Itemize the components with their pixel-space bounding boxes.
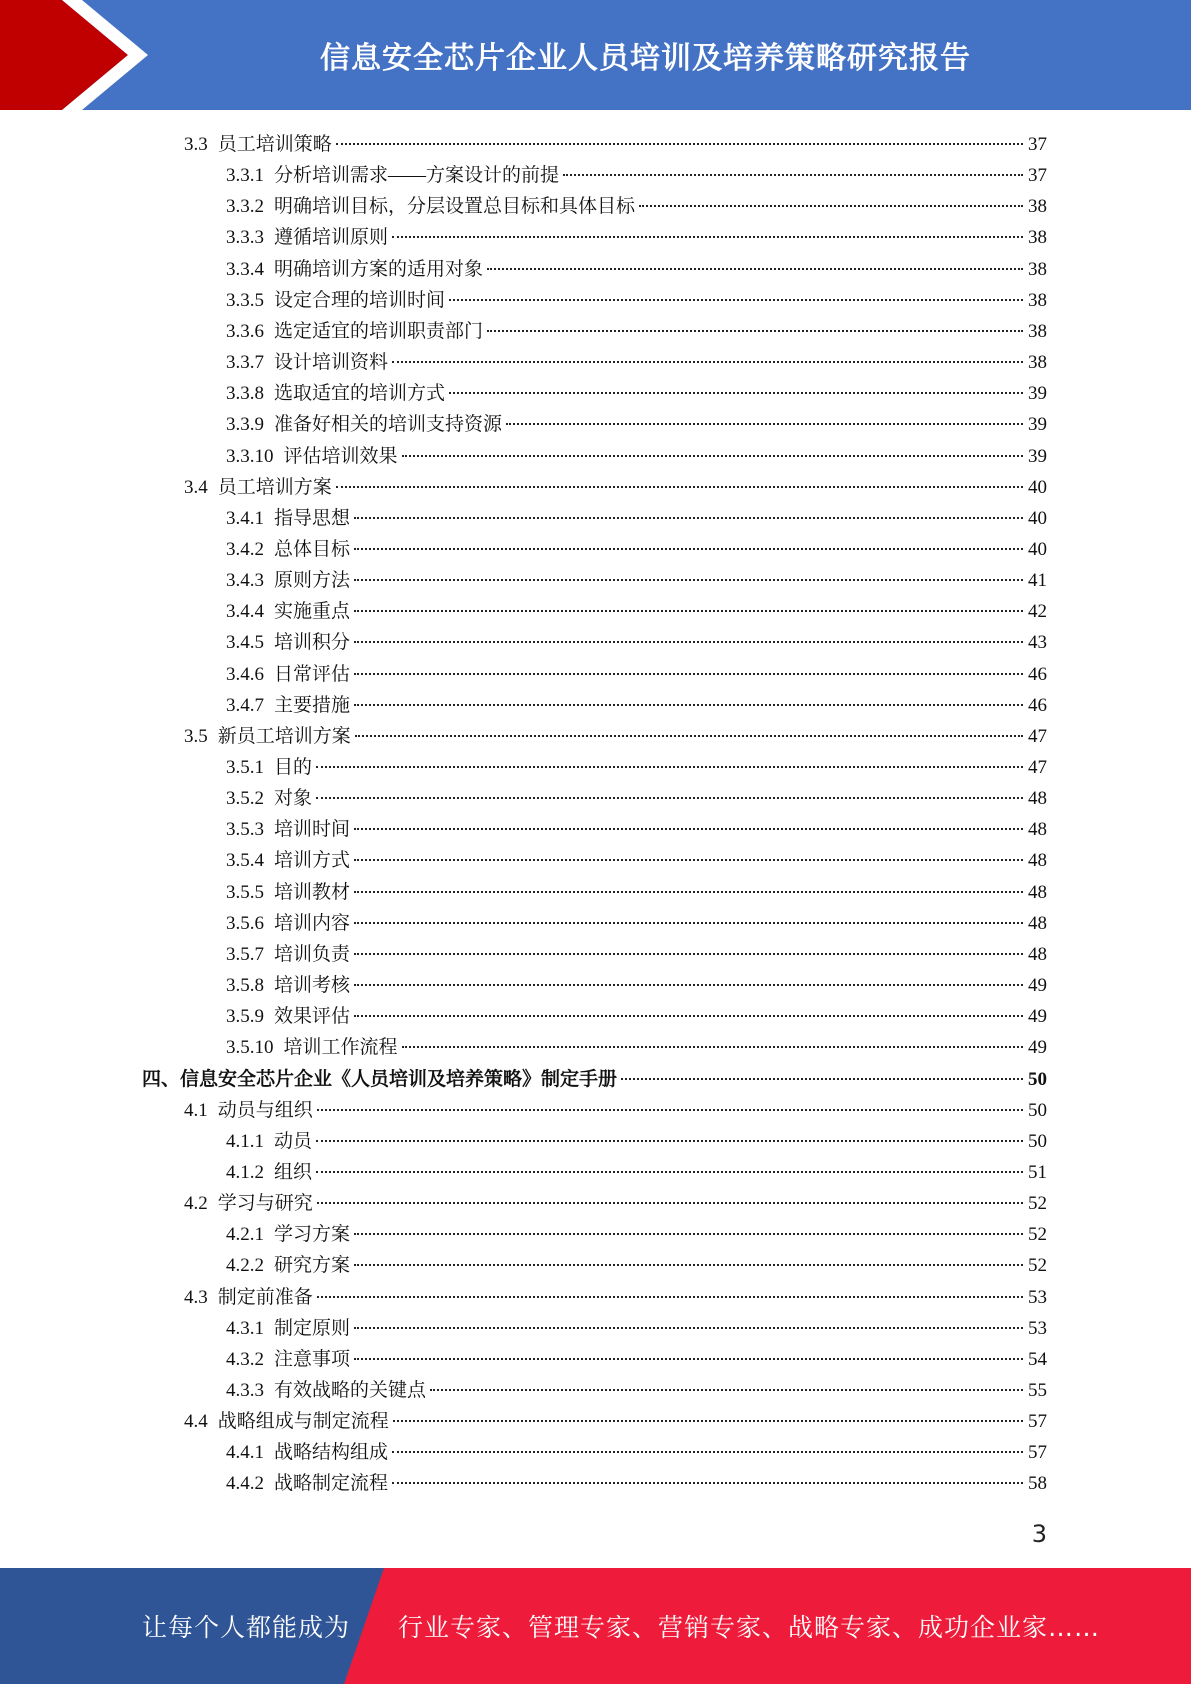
- toc-entry-title: 制定原则: [274, 1317, 351, 1339]
- toc-entry[interactable]: [226, 939, 1047, 970]
- toc-entry-number: 3.4: [184, 476, 208, 498]
- toc-entry-title: 实施重点: [274, 601, 351, 623]
- toc-entry-title: 研究方案: [274, 1255, 351, 1277]
- toc-entry-number: 3.3.2: [226, 196, 264, 218]
- toc-entry-title: 制定前准备: [217, 1286, 313, 1308]
- report-title: 信息安全芯片企业人员培训及培养策略研究报告: [320, 41, 971, 76]
- toc-entry-title: 动员: [274, 1130, 313, 1152]
- toc-dot-leader: [354, 673, 1023, 675]
- toc-dot-leader: [354, 1358, 1023, 1360]
- toc-dot-leader: [355, 735, 1023, 737]
- toc-entry[interactable]: [184, 1188, 1047, 1219]
- toc-entry[interactable]: [226, 565, 1047, 596]
- toc-entry-number: 4.4.1: [226, 1442, 264, 1464]
- toc-entry[interactable]: [226, 783, 1047, 814]
- toc-entry-page: 57: [1028, 1442, 1047, 1464]
- toc-dot-leader: [354, 610, 1023, 612]
- toc-entry-page: 51: [1028, 1161, 1047, 1183]
- toc-dot-leader: [487, 330, 1023, 332]
- toc-dot-leader: [402, 455, 1023, 457]
- toc-entry-page: 50: [1028, 1068, 1047, 1090]
- toc-entry-number: 3.5: [184, 725, 208, 747]
- toc-dot-leader: [316, 766, 1023, 768]
- toc-entry-page: 48: [1028, 819, 1047, 841]
- toc-dot-leader: [392, 361, 1023, 363]
- toc-dot-leader: [449, 299, 1023, 301]
- toc-entry-page: 40: [1028, 538, 1047, 560]
- toc-entry-title: 对象: [274, 788, 313, 810]
- toc-entry-page: 52: [1028, 1193, 1047, 1215]
- toc-entry-page: 49: [1028, 1037, 1047, 1059]
- toc-entry[interactable]: [226, 596, 1047, 627]
- toc-entry[interactable]: [184, 1282, 1047, 1313]
- toc-entry-page: 47: [1028, 725, 1047, 747]
- toc-dot-leader: [336, 486, 1023, 488]
- toc-entry-number: 3.4.2: [226, 538, 264, 560]
- toc-dot-leader: [354, 984, 1023, 986]
- toc-entry[interactable]: [226, 1375, 1047, 1406]
- toc-entry-number: 3.5.8: [226, 975, 264, 997]
- toc-dot-leader: [354, 579, 1023, 581]
- toc-entry-page: 53: [1028, 1317, 1047, 1339]
- toc-entry[interactable]: [184, 1406, 1047, 1437]
- toc-entry-number: 3.5.9: [226, 1006, 264, 1028]
- toc-entry-page: 46: [1028, 663, 1047, 685]
- toc-entry[interactable]: [226, 1157, 1047, 1188]
- toc-entry-page: 38: [1028, 258, 1047, 280]
- toc-entry-title: 选定适宜的培训职责部门: [274, 320, 484, 342]
- toc-entry[interactable]: [226, 378, 1047, 409]
- footer-slogan-left: 让每个人都能成为: [142, 1613, 351, 1642]
- toc-entry-page: 49: [1028, 1006, 1047, 1028]
- toc-entry-number: 3.3.6: [226, 320, 264, 342]
- toc-dot-leader: [316, 1140, 1023, 1142]
- footer-slogan-right: 行业专家、管理专家、营销专家、战略专家、成功企业家……: [398, 1613, 1101, 1642]
- toc-entry[interactable]: [226, 627, 1047, 658]
- toc-entry-number: 3.5.3: [226, 819, 264, 841]
- toc-entry[interactable]: [226, 1001, 1047, 1032]
- toc-entry[interactable]: [226, 752, 1047, 783]
- toc-dot-leader: [354, 953, 1023, 955]
- toc-dot-leader: [354, 548, 1023, 550]
- toc-entry[interactable]: [184, 721, 1047, 752]
- toc-entry-page: 42: [1028, 601, 1047, 623]
- toc-entry-number: 4.4.2: [226, 1473, 264, 1495]
- toc-entry-number: 4.3: [184, 1286, 208, 1308]
- toc-entry-title: 培训方式: [274, 850, 351, 872]
- toc-dot-leader: [354, 641, 1023, 643]
- toc-entry-number: 3.4.1: [226, 507, 264, 529]
- toc-entry-number: 4.3.2: [226, 1348, 264, 1370]
- toc-dot-leader: [430, 1389, 1023, 1391]
- toc-entry[interactable]: [226, 347, 1047, 378]
- toc-entry[interactable]: [184, 129, 1047, 160]
- toc-entry-number: 3.3.7: [226, 352, 264, 374]
- toc-entry[interactable]: [226, 409, 1047, 440]
- toc-entry-page: 48: [1028, 850, 1047, 872]
- toc-entry-title: 选取适宜的培训方式: [274, 383, 446, 405]
- toc-dot-leader: [354, 1233, 1023, 1235]
- toc-dot-leader: [402, 1046, 1023, 1048]
- toc-entry-title: 员工培训策略: [217, 134, 332, 155]
- toc-entry-title: 指导思想: [274, 507, 351, 529]
- toc-dot-leader: [316, 1171, 1023, 1173]
- toc-entry-number: 4.2.1: [226, 1224, 264, 1246]
- toc-dot-leader: [354, 859, 1023, 861]
- toc-entry[interactable]: [226, 534, 1047, 565]
- toc-entry[interactable]: [226, 877, 1047, 908]
- toc-entry-title: 效果评估: [274, 1006, 351, 1028]
- toc-entry[interactable]: [226, 845, 1047, 876]
- toc-entry-title: 明确培训方案的适用对象: [274, 258, 484, 280]
- toc-entry-number: 3.5.2: [226, 788, 264, 810]
- toc-entry-page: 40: [1028, 507, 1047, 529]
- toc-entry-number: 4.1.2: [226, 1161, 264, 1183]
- toc-entry-number: 3.4.6: [226, 663, 264, 685]
- toc-entry[interactable]: [184, 1095, 1047, 1126]
- toc-entry-title: 设定合理的培训时间: [274, 289, 446, 311]
- toc-entry[interactable]: [226, 814, 1047, 845]
- toc-entry-page: 50: [1028, 1130, 1047, 1152]
- toc-entry-number: 3.3: [184, 134, 208, 155]
- toc-entry-title: 学习方案: [274, 1224, 351, 1246]
- toc-entry-page: 57: [1028, 1411, 1047, 1433]
- toc-entry-title: 设计培训资料: [274, 352, 389, 374]
- toc-dot-leader: [317, 1109, 1023, 1111]
- toc-entry-number: 4.3.3: [226, 1380, 264, 1401]
- toc-entry-page: 37: [1028, 134, 1047, 155]
- toc-entry[interactable]: [226, 1032, 1047, 1063]
- toc-entry-title: 评估培训效果: [283, 445, 398, 467]
- toc-entry-title: 总体目标: [274, 538, 351, 560]
- toc-dot-leader: [621, 1078, 1023, 1080]
- toc-entry-title: 原则方法: [274, 570, 351, 592]
- toc-entry-number: 3.4.3: [226, 570, 264, 592]
- toc-entry-page: 52: [1028, 1255, 1047, 1277]
- toc-entry-number: 3.3.9: [226, 414, 264, 436]
- toc-entry[interactable]: [226, 659, 1047, 690]
- toc-entry-title: 目的: [274, 757, 313, 778]
- toc-entry-number: 3.5.1: [226, 757, 264, 778]
- toc-dot-leader: [317, 1296, 1023, 1298]
- toc-entry-page: 47: [1028, 757, 1047, 778]
- toc-entry[interactable]: [226, 1437, 1047, 1468]
- toc-entry-number: 3.3.10: [226, 445, 274, 467]
- toc-entry-number: 3.4.5: [226, 632, 264, 654]
- toc-entry-page: 52: [1028, 1224, 1047, 1246]
- toc-dot-leader: [354, 1327, 1023, 1329]
- toc-dot-leader: [354, 517, 1023, 519]
- toc-dot-leader: [393, 1420, 1023, 1422]
- toc-dot-leader: [392, 1482, 1023, 1484]
- toc-dot-leader: [487, 268, 1023, 270]
- toc-entry-title: 日常评估: [274, 663, 351, 685]
- toc-entry-page: 48: [1028, 788, 1047, 810]
- toc-dot-leader: [563, 174, 1023, 176]
- toc-entry-title: 战略结构组成: [274, 1442, 389, 1464]
- toc-entry-title: 分析培训需求——方案设计的前提: [274, 165, 560, 187]
- toc-entry-number: 4.4: [184, 1411, 208, 1433]
- toc-dot-leader: [316, 797, 1023, 799]
- toc-entry-page: 54: [1028, 1348, 1047, 1370]
- toc-entry-page: 40: [1028, 476, 1047, 498]
- toc-entry-page: 38: [1028, 227, 1047, 249]
- toc-dot-leader: [354, 922, 1023, 924]
- toc-entry[interactable]: [226, 1313, 1047, 1344]
- toc-entry-number: 3.5.10: [226, 1037, 274, 1059]
- toc-entry-title: 培训工作流程: [283, 1037, 398, 1059]
- toc-entry-page: 55: [1028, 1380, 1047, 1401]
- toc-dot-leader: [354, 1264, 1023, 1266]
- toc-entry-page: 58: [1028, 1473, 1047, 1495]
- page-header: [0, 0, 1191, 110]
- toc-dot-leader: [354, 828, 1023, 830]
- toc-entry-number: 3.3.5: [226, 289, 264, 311]
- toc-entry[interactable]: [226, 1126, 1047, 1157]
- toc-entry-title: 学习与研究: [217, 1193, 313, 1215]
- toc-entry[interactable]: [142, 1064, 1047, 1095]
- toc-entry[interactable]: [226, 316, 1047, 347]
- toc-entry-page: 38: [1028, 196, 1047, 218]
- toc-entry-number: 3.5.5: [226, 881, 264, 903]
- toc-entry-page: 39: [1028, 383, 1047, 405]
- toc-entry-number: 3.4.4: [226, 601, 264, 623]
- toc-entry-title: 培训积分: [274, 632, 351, 654]
- toc-entry[interactable]: [226, 1219, 1047, 1250]
- toc-entry-number: 3.4.7: [226, 694, 264, 716]
- toc-entry[interactable]: [226, 908, 1047, 939]
- toc-entry-title: 员工培训方案: [217, 476, 332, 498]
- toc-entry[interactable]: [226, 160, 1047, 191]
- toc-entry-page: 41: [1028, 570, 1047, 592]
- toc-entry-title: 培训负责: [274, 943, 351, 965]
- toc-entry-number: 3.3.4: [226, 258, 264, 280]
- toc-dot-leader: [392, 1451, 1023, 1453]
- toc-dot-leader: [336, 143, 1023, 145]
- toc-entry-number: 4.1.1: [226, 1130, 264, 1152]
- toc-entry-number: 4.2: [184, 1193, 208, 1215]
- toc-entry[interactable]: [226, 191, 1047, 222]
- toc-entry-number: 3.5.4: [226, 850, 264, 872]
- toc-entry-page: 43: [1028, 632, 1047, 654]
- toc-entry-page: 48: [1028, 943, 1047, 965]
- toc-entry-title: 主要措施: [274, 694, 351, 716]
- toc-entry-number: 3.3.3: [226, 227, 264, 249]
- toc-entry[interactable]: [226, 254, 1047, 285]
- toc-entry-page: 48: [1028, 912, 1047, 934]
- toc-entry-page: 39: [1028, 445, 1047, 467]
- toc-entry-title: 四、信息安全芯片企业《人员培训及培养策略》制定手册: [142, 1068, 618, 1090]
- toc-entry-title: 准备好相关的培训支持资源: [274, 414, 503, 436]
- toc-dot-leader: [449, 392, 1023, 394]
- toc-entry-title: 培训考核: [274, 975, 351, 997]
- toc-entry-number: 3.3.1: [226, 165, 264, 187]
- toc-entry[interactable]: [226, 503, 1047, 534]
- toc-entry[interactable]: [226, 1250, 1047, 1281]
- toc-entry-number: 4.1: [184, 1099, 208, 1121]
- toc-entry[interactable]: [226, 690, 1047, 721]
- toc-entry-title: 遵循培训原则: [274, 227, 389, 249]
- toc-entry[interactable]: [226, 970, 1047, 1001]
- toc-entry[interactable]: [226, 1468, 1047, 1499]
- toc-entry[interactable]: [184, 472, 1047, 503]
- toc-entry-page: 49: [1028, 975, 1047, 997]
- toc-entry-title: 组织: [274, 1161, 313, 1183]
- toc-entry-title: 注意事项: [274, 1348, 351, 1370]
- toc-entry-page: 38: [1028, 352, 1047, 374]
- toc-entry-title: 培训内容: [274, 912, 351, 934]
- toc-entry-page: 50: [1028, 1099, 1047, 1121]
- toc-dot-leader: [506, 423, 1023, 425]
- toc-entry-number: 4.2.2: [226, 1255, 264, 1277]
- toc-entry-page: 38: [1028, 289, 1047, 311]
- toc-dot-leader: [354, 1015, 1023, 1017]
- toc-entry-page: 39: [1028, 414, 1047, 436]
- toc-entry-number: 4.3.1: [226, 1317, 264, 1339]
- toc-entry-page: 38: [1028, 320, 1047, 342]
- toc-entry-title: 培训教材: [274, 881, 351, 903]
- toc-entry[interactable]: [226, 285, 1047, 316]
- toc-entry-number: 3.5.7: [226, 943, 264, 965]
- toc-dot-leader: [317, 1202, 1023, 1204]
- toc-entry[interactable]: [226, 1344, 1047, 1375]
- toc-entry-page: 48: [1028, 881, 1047, 903]
- page-number: 3: [1031, 1520, 1047, 1548]
- toc-entry-title: 新员工培训方案: [217, 725, 351, 747]
- toc-entry-title: 战略组成与制定流程: [217, 1411, 389, 1433]
- toc-entry-title: 有效战略的关键点: [274, 1380, 427, 1401]
- toc-dot-leader: [354, 891, 1023, 893]
- toc-entry-page: 53: [1028, 1286, 1047, 1308]
- toc-entry-page: 46: [1028, 694, 1047, 716]
- toc-entry-page: 37: [1028, 165, 1047, 187]
- page-footer: [0, 1568, 1191, 1684]
- toc-entry-title: 培训时间: [274, 819, 351, 841]
- toc-entry[interactable]: [226, 441, 1047, 472]
- toc-entry-number: 3.5.6: [226, 912, 264, 934]
- toc-entry-title: 战略制定流程: [274, 1473, 389, 1495]
- toc-entry[interactable]: [226, 222, 1047, 253]
- toc-dot-leader: [354, 704, 1023, 706]
- toc-dot-leader: [639, 205, 1023, 207]
- toc-dot-leader: [392, 236, 1023, 238]
- toc-entry-title: 明确培训目标，分层设置总目标和具体目标: [274, 196, 636, 218]
- toc-entry-title: 动员与组织: [217, 1099, 313, 1121]
- toc-entry-number: 3.3.8: [226, 383, 264, 405]
